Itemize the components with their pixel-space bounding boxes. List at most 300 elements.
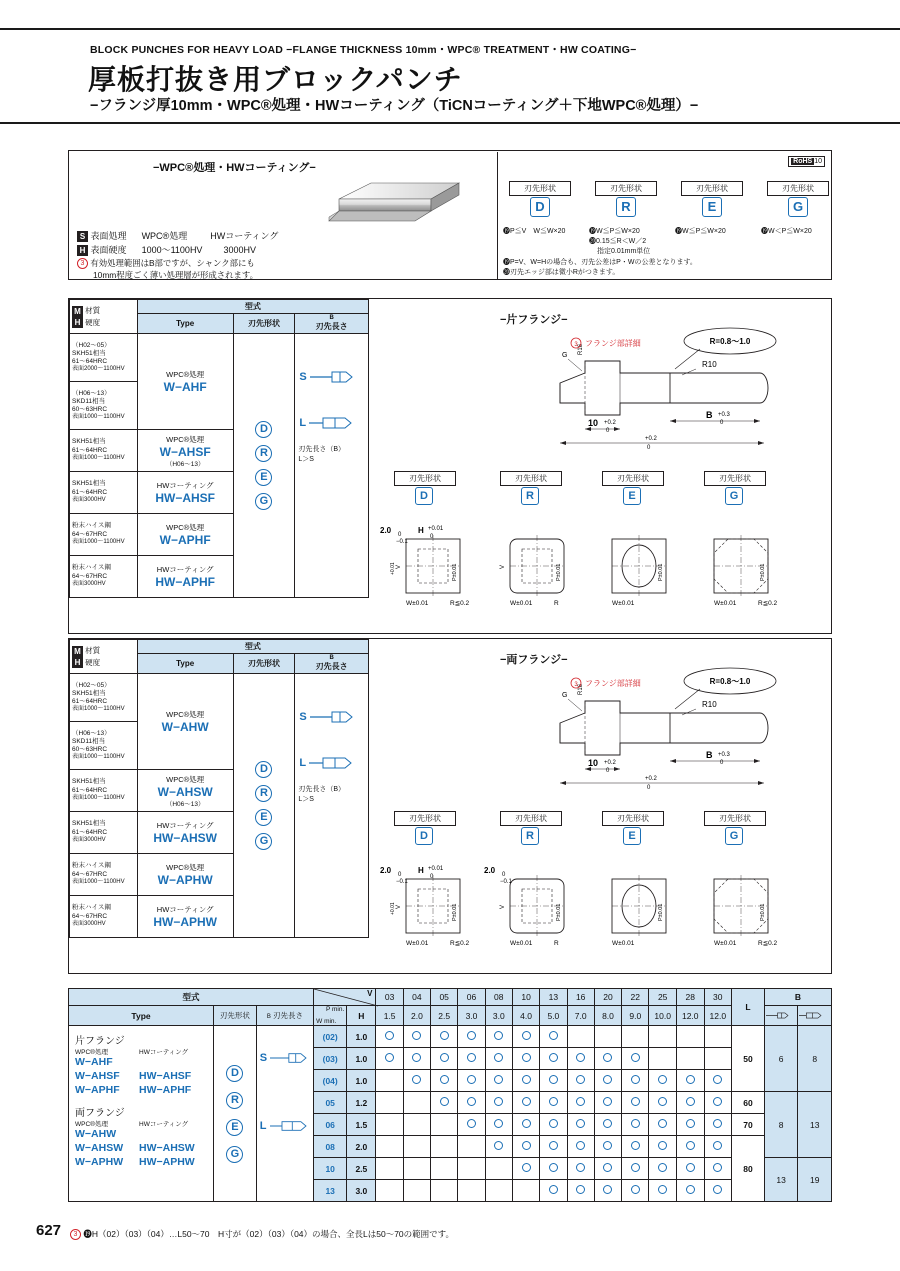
svg-text:R: R [554,600,559,607]
mat-line: 表面1000〜1100HV [72,753,125,760]
fig2-head-r: 刃先形状 [500,811,562,826]
bt-pw-5: 4.0 [512,1006,539,1026]
mat-line: 粉末ハイス鋼 [72,522,111,530]
bt-mark-7-3 [458,1180,485,1202]
surface-treatment-panel [68,150,832,280]
bt-v-label: V [367,989,373,998]
len-icon-l-2 [309,756,351,770]
bt-mark-3-5 [512,1092,539,1114]
bt-v-28: 28 [676,989,704,1006]
fig2-head-d: 刃先形状 [394,811,456,826]
type-code: HW−APHF [155,575,216,589]
edge-shape-cell-2 [233,674,295,938]
svg-text:−0.1: −0.1 [500,879,512,885]
bt-mark-1-3 [458,1048,485,1070]
material-label-2: 材質 [85,645,101,655]
type-cell-5b [137,896,233,938]
mat-line: SKH51相当 [72,349,106,357]
bt-v-10: 10 [512,989,539,1006]
edge-length-mark: B [329,315,334,321]
type-code: HW−AHSW [153,831,218,845]
svg-text:W±0.01: W±0.01 [510,940,533,947]
bt-mark-0-7 [567,1026,594,1048]
bt-mark-6-0 [376,1158,403,1180]
edge-cond-d: ⓳P≦V W≦W×20 [503,228,566,235]
mat-line: SKH51相当 [72,820,106,828]
bt-b-l-icon-head [798,1006,832,1026]
spec-block-double-flange [68,638,832,974]
bt-mark-2-0 [376,1070,403,1092]
type-header: Type [137,314,233,334]
type-group-header: 型式 [137,300,368,314]
mat-line: 64〜67HRC [72,912,108,920]
type-code: HW−AHSF [155,491,216,505]
bt-edge-d[interactable]: D [226,1065,243,1082]
edge-option-r[interactable]: R [255,445,272,462]
bt-code-hw-ahsf: HW−AHSF [139,1070,192,1082]
svg-text:R16: R16 [578,343,584,355]
single-flange-edge-figures [370,509,820,629]
bt-code-hw-ahsw: HW−AHSW [139,1142,195,1154]
type-cell-2b [137,770,233,812]
bt-mark-1-12 [704,1048,732,1070]
bt-mark-1-7 [567,1048,594,1070]
len-note-2: 刃先長さ（B） [298,786,346,793]
panel-note-1-text: 有効処理範囲はB部ですが、シャンク部にも [90,258,255,268]
bt-pw-3: 3.0 [458,1006,485,1026]
fig-letter-g: G [725,487,743,505]
edge-cond-g: ⓳W＜P≦W×20 [761,228,812,235]
svg-text:0: 0 [606,428,610,434]
edge-length-label: 刃先長さ [315,322,348,331]
mat-line: 粉末ハイス鋼 [72,904,111,912]
panel-bottom-note-2: ⓴刃先エッジ部は微小Rがつきます。 [503,269,620,276]
bt-edge-g[interactable]: G [226,1146,243,1163]
bt-mark-0-1 [403,1026,430,1048]
bt-mark-4-12 [704,1114,732,1136]
spec-block-single-flange [68,298,832,634]
bt-mark-3-9 [622,1092,649,1114]
bt-code-w-ahsf: W−AHSF [75,1070,120,1082]
edge-letter-g: G [788,197,808,217]
type-cell-1 [137,334,233,430]
header-rule-bottom [0,122,900,124]
bt-mark-3-1 [403,1092,430,1114]
bt-pw-11: 12.0 [676,1006,704,1026]
edge-cond-r: ⓳W≦P≦W×20 [589,228,640,235]
panel-divider [497,152,498,280]
bt-edge-head: 刃先形状 [214,1006,257,1026]
mat-line: 64〜67HRC [72,870,108,878]
bt-mark-4-0 [376,1114,403,1136]
material-cell-5b [70,854,138,896]
svg-text:0: 0 [720,760,724,766]
bt-mark-5-9 [622,1136,649,1158]
bt-pw-7: 7.0 [567,1006,594,1026]
edge-length-mark-2: B [329,655,334,661]
bt-mark-4-2 [431,1114,458,1136]
bt-edge-r[interactable]: R [226,1092,243,1109]
bt-row-hv-5: 2.0 [347,1136,376,1158]
bt-mark-5-12 [704,1136,732,1158]
edge-head-e: 刃先形状 [681,181,743,196]
edge-length-header-2 [295,654,369,674]
svg-text:0: 0 [398,872,402,878]
bt-mark-6-8 [594,1158,621,1180]
len-option-l[interactable]: L [299,417,307,429]
mat-line: 60〜63HRC [72,745,108,753]
treatment-label: WPC®処理 [166,434,205,444]
svg-text:3: 3 [574,342,578,348]
edge-cond-e: ⓳W≦P≦W×20 [675,228,726,235]
bt-row-h-7: 13 [314,1180,347,1202]
material-hardness-header [70,300,138,334]
mat-line: （H06〜13） [72,389,111,397]
bt-wmin: W min. [316,1018,337,1025]
bt-code-w-aphw: W−APHW [75,1156,124,1168]
svg-text:+0.2: +0.2 [604,760,616,766]
svg-text:+0.01: +0.01 [428,866,444,872]
edge-option-r-2[interactable]: R [255,785,272,802]
bt-L-50: 50 [732,1026,765,1092]
svg-text:+0.01: +0.01 [390,562,396,575]
material-cell-4b [70,812,138,854]
bt-mark-6-7 [567,1158,594,1180]
len-note2-2: L＞S [298,796,314,803]
surface-hardness-row [77,243,256,256]
svg-text:P±0.01: P±0.01 [658,563,664,581]
edge-shape-cell [233,334,295,598]
material-hardness-header-2 [70,640,138,674]
bt-mark-3-11 [676,1092,704,1114]
type-code: W−AHW [161,720,209,734]
bt-row-hv-6: 2.5 [347,1158,376,1180]
type-code: W−AHSF [159,444,211,459]
mat-line: 表面3000HV [72,497,106,504]
bt-mark-7-1 [403,1180,430,1202]
bt-mark-1-5 [512,1048,539,1070]
bt-row-h-4: 06 [314,1114,347,1136]
material-cell-4 [70,472,138,514]
svg-text:V: V [500,904,506,909]
svg-text:−0.1: −0.1 [396,879,408,885]
type-cell-3b [137,812,233,854]
bt-row-hv-3: 1.2 [347,1092,376,1114]
svg-text:B: B [706,750,713,760]
svg-text:W±0.01: W±0.01 [406,940,429,947]
bt-mark-0-9 [622,1026,649,1048]
len-option-s-2[interactable]: S [299,711,307,723]
svg-text:P±0.01: P±0.01 [556,903,562,921]
bt-mark-0-10 [649,1026,677,1048]
bt-mark-1-6 [540,1048,567,1070]
bt-pw-10: 10.0 [649,1006,677,1026]
svg-text:+0.2: +0.2 [604,420,616,426]
size-table [68,988,832,1202]
bt-group2-sub-right: HWコーティング [139,1121,189,1128]
len-option-l-2[interactable]: L [299,757,307,769]
fig2-letter-e: E [623,827,641,845]
bt-mark-5-4 [485,1136,512,1158]
svg-text:W±0.01: W±0.01 [714,940,737,947]
type-header-2: Type [137,654,233,674]
type-sub: （H06〜13） [165,460,205,468]
fig-letter-d: D [415,487,433,505]
mark-s: S [77,231,88,242]
bt-len-head [256,1006,313,1026]
edge-option-e-2[interactable]: E [255,809,272,826]
bt-pw-6: 5.0 [540,1006,567,1026]
fig-head-g: 刃先形状 [704,471,766,486]
edge-option-g-2[interactable]: G [255,833,272,850]
surface-hardness-v2: 3000HV [223,245,257,255]
edge-option-d[interactable]: D [255,421,272,438]
edge-extra-2: 指定0.01mm単位 [597,248,651,255]
bt-pw-9: 9.0 [622,1006,649,1026]
bt-len-l[interactable]: L [259,1120,267,1132]
bt-mark-6-2 [431,1158,458,1180]
type-code: W−APHW [157,873,213,887]
double-flange-edge-figures [370,849,820,969]
bt-mark-0-6 [540,1026,567,1048]
bt-pw-0: 1.5 [376,1006,403,1026]
double-flange-caption: −両フランジ− [500,654,568,666]
footer-note-text: ⓳H（02）（03）（04）…L50〜70 H寸が（02）（03）（04）の場合、全長Lは50〜70の範囲です。 [83,1229,454,1239]
edge-option-e[interactable]: E [255,469,272,486]
mat-line: （H02〜05） [72,341,111,349]
bt-mark-1-11 [676,1048,704,1070]
bt-mark-2-9 [622,1070,649,1092]
bt-mark-3-4 [485,1092,512,1114]
treatment-label: HWコーティング [156,821,214,830]
bt-mark-5-6 [540,1136,567,1158]
bt-v-25: 25 [649,989,677,1006]
bt-B-l-8: 8 [798,1026,832,1092]
bt-B-s-13: 13 [764,1158,798,1202]
treatment-label: WPC®処理 [166,863,205,872]
bt-v-16: 16 [567,989,594,1006]
svg-text:G: G [562,352,568,359]
bt-pw-4: 3.0 [485,1006,512,1026]
fig2-letter-g: G [725,827,743,845]
bt-mark-3-12 [704,1092,732,1114]
mat-line: 64〜67HRC [72,530,108,538]
bt-b-s-icon-head [764,1006,798,1026]
treatment-label: WPC®処理 [166,370,205,379]
mat-line: SKH51相当 [72,689,106,697]
mat-line: （H06〜13） [72,729,111,737]
svg-text:0: 0 [430,874,434,880]
type-cell-5 [137,556,233,598]
bt-len-mark: B [266,1014,271,1020]
bt-mark-3-3 [458,1092,485,1114]
bt-row-h-5: 08 [314,1136,347,1158]
svg-text:P±0.01: P±0.01 [658,903,664,921]
fig-letter-e: E [623,487,641,505]
fig2-letter-d: D [415,827,433,845]
fig-head-d: 刃先形状 [394,471,456,486]
bt-mark-1-10 [649,1048,677,1070]
bt-row-hv-7: 3.0 [347,1180,376,1202]
bt-mark-1-9 [622,1048,649,1070]
svg-text:フランジ部詳細: フランジ部詳細 [585,679,641,688]
bt-mark-2-6 [540,1070,567,1092]
bt-mark-2-12 [704,1070,732,1092]
svg-text:10: 10 [588,418,599,428]
bt-code-w-ahw: W−AHW [75,1128,117,1140]
bt-code-w-aphf: W−APHF [75,1084,120,1096]
hardness-label: 硬度 [85,317,101,327]
bt-mark-6-10 [649,1158,677,1180]
svg-text:0: 0 [720,420,724,426]
bt-len-s[interactable]: S [259,1052,268,1064]
mat-line: 61〜64HRC [72,488,108,496]
single-flange-diagram-area [370,299,832,633]
bt-row-hv-4: 1.5 [347,1114,376,1136]
bt-code-w-ahsw: W−AHSW [75,1142,124,1154]
footer-note [70,1228,454,1240]
svg-text:V: V [396,564,402,569]
bt-len-cell [256,1026,313,1202]
material-cell-1b [70,674,138,722]
bt-v-05: 05 [431,989,458,1006]
svg-text:H: H [418,526,424,535]
len-icon-l [309,416,351,430]
bt-mark-0-8 [594,1026,621,1048]
svg-text:+0.3: +0.3 [718,752,730,758]
bt-v-20: 20 [594,989,621,1006]
rohs-number: 10 [814,158,822,165]
svg-text:R16: R16 [578,683,584,695]
material-cell-6b [70,896,138,938]
svg-text:B: B [706,410,713,420]
svg-text:3: 3 [574,682,578,688]
rohs-badge [788,156,825,167]
bt-mark-1-0 [376,1048,403,1070]
bt-mark-4-3 [458,1114,485,1136]
svg-text:0: 0 [430,534,434,540]
bt-mark-4-8 [594,1114,621,1136]
type-cell-3 [137,472,233,514]
mat-line: 表面1000〜1100HV [72,413,125,420]
svg-text:R≦0.2: R≦0.2 [450,940,470,947]
mat-line: 61〜64HRC [72,828,108,836]
bt-mark-2-2 [431,1070,458,1092]
mat-line: 表面1000〜1100HV [72,879,125,886]
svg-text:+0.01: +0.01 [390,902,396,915]
bt-mark-5-1 [403,1136,430,1158]
bt-mark-1-8 [594,1048,621,1070]
bt-row-hv-2: 1.0 [347,1070,376,1092]
bt-v-13: 13 [540,989,567,1006]
material-cell-2b [70,722,138,770]
bt-mark-7-2 [431,1180,458,1202]
edge-option-g[interactable]: G [255,493,272,510]
panel-bottom-note-1: ⓳P=V、W=Hの場合も、刃先公差はP・Wの公差となります。 [503,259,697,266]
mat-line: 表面1000〜1100HV [72,705,125,712]
single-flange-caption: −片フランジ− [500,314,568,326]
bt-mark-3-7 [567,1092,594,1114]
bt-mark-3-0 [376,1092,403,1114]
svg-text:P±0.01: P±0.01 [452,563,458,581]
bt-mark-2-3 [458,1070,485,1092]
bt-v-08: 08 [485,989,512,1006]
svg-text:R≦0.2: R≦0.2 [758,940,778,947]
bt-mark-0-5 [512,1026,539,1048]
bt-len-text: 刃先長さ [273,1011,303,1020]
bt-B-l-13: 13 [798,1092,832,1158]
bt-v-03: 03 [376,989,403,1006]
bt-mark-4-9 [622,1114,649,1136]
len-option-s[interactable]: S [299,371,307,383]
bt-pwmin-head [314,1006,347,1026]
mat-line: 表面1000〜1100HV [72,539,125,546]
svg-text:+0.2: +0.2 [645,776,657,782]
bt-h-head: H [347,1006,376,1026]
svg-text:W±0.01: W±0.01 [714,600,737,607]
mat-line: 61〜64HRC [72,357,108,365]
bt-vpw-head [314,989,376,1006]
bt-group1-sub-right: HWコーティング [139,1049,189,1056]
bt-v-22: 22 [622,989,649,1006]
svg-text:R=0.8～1.0: R=0.8～1.0 [709,337,751,346]
panel-note-1 [77,257,255,269]
bt-B-s-8: 8 [764,1092,798,1158]
fig2-head-e: 刃先形状 [602,811,664,826]
mat-line: 60〜63HRC [72,405,108,413]
bt-mark-7-4 [485,1180,512,1202]
svg-text:+0.3: +0.3 [718,412,730,418]
bt-code-w-ahf: W−AHF [75,1056,113,1068]
bt-edge-e[interactable]: E [226,1119,243,1136]
note-marker-icon: 3 [77,258,88,269]
svg-text:+0.2: +0.2 [645,436,657,442]
svg-text:R10: R10 [702,700,717,709]
svg-text:2.0: 2.0 [380,866,392,875]
mat-line: SKH51相当 [72,480,106,488]
bt-mark-1-4 [485,1048,512,1070]
bt-v-04: 04 [403,989,430,1006]
type-group-header-2: 型式 [137,640,368,654]
svg-text:P±0.01: P±0.01 [556,563,562,581]
bt-mark-2-7 [567,1070,594,1092]
mat-line: 表面3000HV [72,837,106,844]
bt-mark-7-8 [594,1180,621,1202]
bt-mark-3-8 [594,1092,621,1114]
bt-row-h-0: (02) [314,1026,347,1048]
single-flange-side-view [370,325,832,475]
bt-mark-5-5 [512,1136,539,1158]
surface-hardness-label: 表面硬度 [90,245,127,255]
treatment-label: WPC®処理 [166,523,205,532]
bt-mark-6-9 [622,1158,649,1180]
bt-row-hv-1: 1.0 [347,1048,376,1070]
bt-mark-7-11 [676,1180,704,1202]
bt-mark-3-10 [649,1092,677,1114]
edge-letter-r: R [616,197,636,217]
svg-text:P±0.01: P±0.01 [760,563,766,581]
bt-mark-6-11 [676,1158,704,1180]
bt-mark-5-0 [376,1136,403,1158]
edge-option-d-2[interactable]: D [255,761,272,778]
header-subtitle: −フランジ厚10mm・WPC®処理・HWコーティング（TiCNコーティング＋下地WPC®処理）− [90,98,699,114]
fig2-head-g: 刃先形状 [704,811,766,826]
svg-text:0: 0 [647,785,651,791]
bt-mark-2-10 [649,1070,677,1092]
mat-line: 粉末ハイス鋼 [72,564,111,572]
mat-line: 61〜64HRC [72,446,108,454]
bt-mark-0-12 [704,1026,732,1048]
